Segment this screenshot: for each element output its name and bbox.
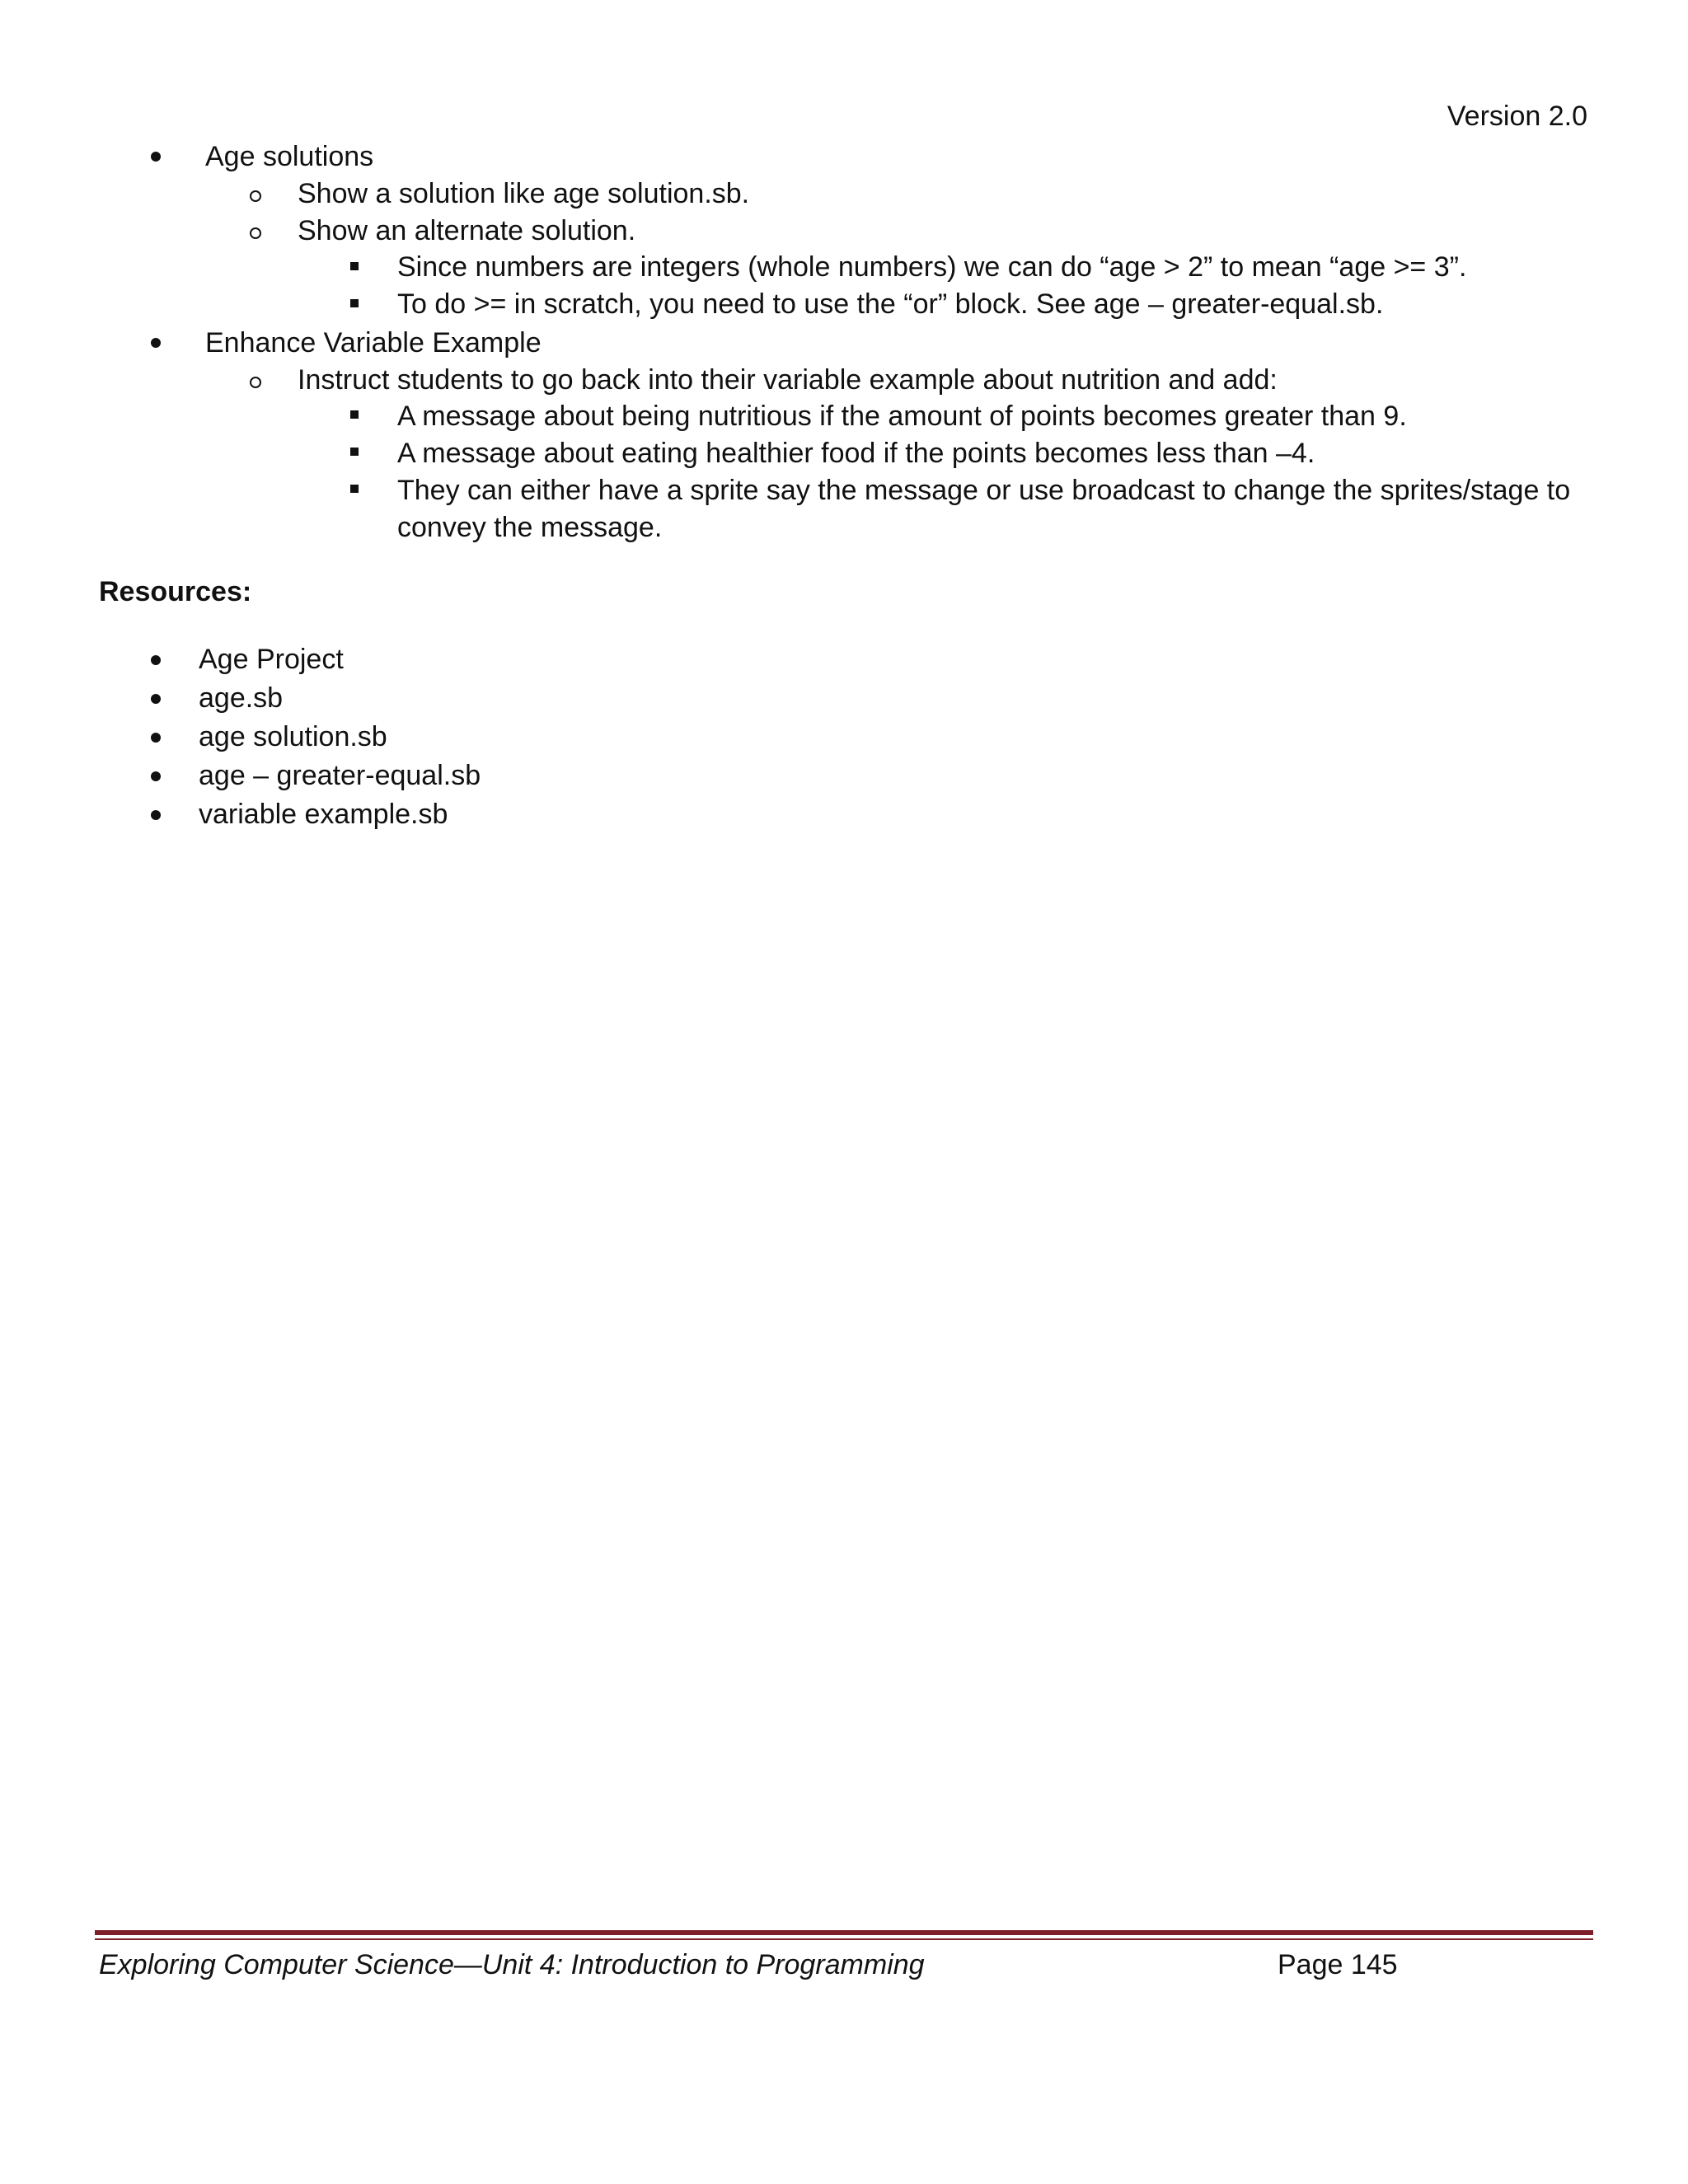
bullet-icon [151, 694, 161, 704]
bullet-icon [151, 810, 161, 820]
list-item-level3-continued: convey the message. [397, 512, 663, 543]
list-item-level2: Show a solution like age solution.sb. [298, 178, 750, 209]
list-item-level3: Since numbers are integers (whole numbers) we can do “age > 2” to mean “age >= 3”. [397, 251, 1467, 283]
footer-divider [95, 1930, 1593, 1935]
list-item-level2: Instruct students to go back into their variable example about nutrition and add: [298, 364, 1278, 396]
bullet-icon [151, 655, 161, 665]
circle-bullet-icon [250, 377, 261, 388]
circle-bullet-icon [250, 227, 261, 239]
version-label: Version 2.0 [1447, 101, 1587, 132]
footer-title: Exploring Computer Science—Unit 4: Introduction to Programming [99, 1949, 925, 1980]
footer-divider-thin [95, 1938, 1593, 1940]
resource-item: age solution.sb [199, 721, 387, 752]
resource-item: age.sb [199, 682, 284, 714]
page-number: Page 145 [1278, 1949, 1398, 1980]
resource-item: age – greater-equal.sb [199, 760, 481, 791]
bullet-icon [151, 733, 161, 743]
bullet-icon [151, 338, 161, 348]
list-item-level2: Show an alternate solution. [298, 215, 636, 246]
list-item-level3: A message about eating healthier food if the points becomes less than –4. [397, 438, 1315, 469]
list-item-level3: A message about being nutritious if the amount of points becomes greater than 9. [397, 401, 1407, 432]
square-bullet-icon [350, 410, 359, 419]
square-bullet-icon [350, 299, 359, 307]
list-item-level3: They can either have a sprite say the message or use broadcast to change the sprites/stage to [397, 475, 1571, 506]
square-bullet-icon [350, 448, 359, 456]
square-bullet-icon [350, 485, 359, 493]
resource-item: variable example.sb [199, 799, 448, 830]
list-item-level1: Enhance Variable Example [205, 327, 542, 359]
resource-item: Age Project [199, 644, 344, 675]
bullet-icon [151, 771, 161, 781]
list-item-level1: Age solutions [205, 141, 374, 172]
circle-bullet-icon [250, 190, 261, 202]
square-bullet-icon [350, 262, 359, 270]
resources-heading: Resources: [99, 576, 252, 607]
list-item-level3: To do >= in scratch, you need to use the “or” block. See age – greater-equal.sb. [397, 288, 1384, 320]
bullet-icon [151, 152, 161, 162]
